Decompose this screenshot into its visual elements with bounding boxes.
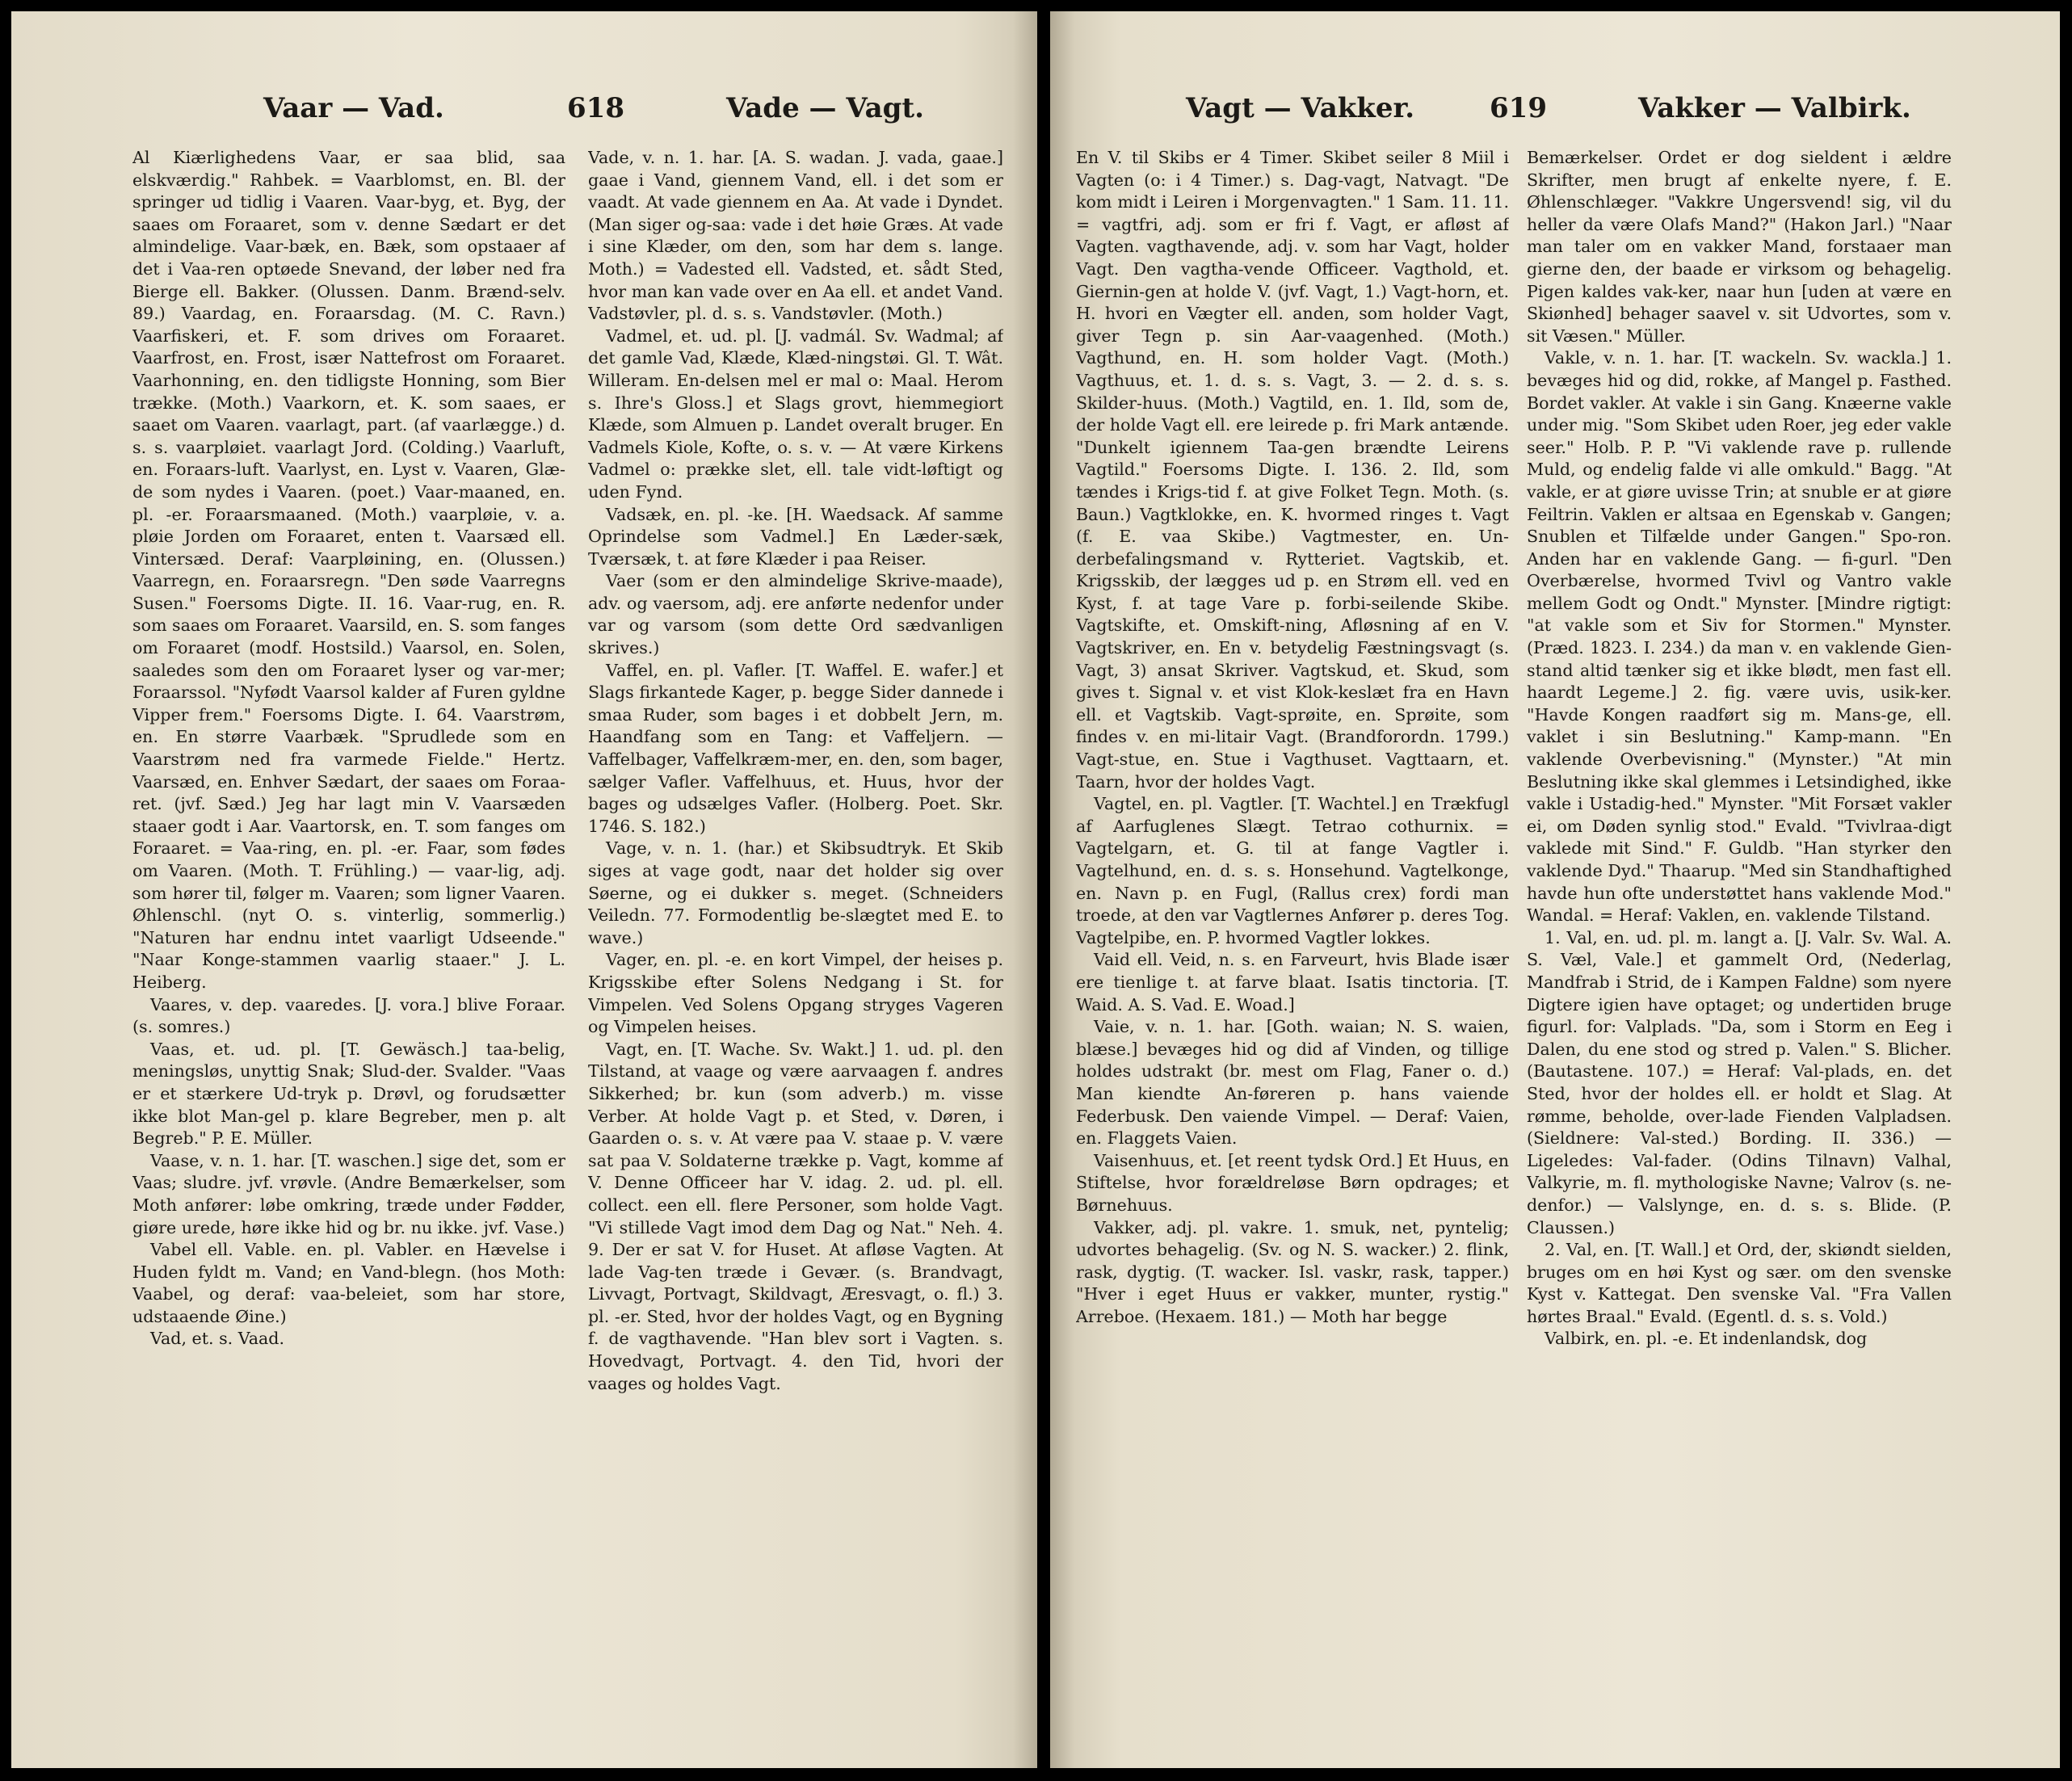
- dictionary-entry: Vagt, en. [T. Wache. Sv. Wakt.] 1. ud. pl. den Tilstand, at vaage og være aarvaagen f. andres Sikkerhed; br. kun (som adverb.) m. visse Verber. At holde Vagt p. et Sted, v. Døren, i Gaarden o. s. v. At være paa V. staae p. V. være sat paa V. Soldaterne trække p. Vagt, komme af V. Denne Officeer har V. idag. 2. ud. pl. ell. collect. een ell. flere Personer, som holde Vagt. "Vi stillede Vagt imod dem Dag og Nat." Neh. 4. 9. Der er sat V. for Huset. At afløse Vagten. At lade Vag-ten træde i Gevær. (s. Brandvagt, Livvagt, Portvagt, Skildvagt, Æresvagt, o. fl.) 3. pl. -er. Sted, hvor der holdes Vagt, og en Bygning f. de vagthavende. "Han blev sort i Vagten. s. Hovedvagt, Portvagt. 4. den Tid, hvori der vaages og holdes Vagt.: [588, 1039, 1003, 1393]
- header-left-catchword: Vaar — Vad.: [263, 92, 444, 124]
- header-right-catchword: Vade — Vagt.: [726, 92, 924, 124]
- dictionary-entry: 1. Val, en. ud. pl. m. langt a. [J. Valr. Sv. Wal. A. S. Væl, Vale.] et gammelt Ord, (Nederlag, Mandfrab i Strid, de i Kampen Faldne) som nyere Digtere igien have optaget; og undertiden bruge figurl. for: Valplads. "Da, som i Storm en Eeg i Dalen, du ene stod og stred p. Valen." S. Blicher. (Bautastene. 107.) = Heraf: Val-plads, en. det Sted, hvor der holdes ell. er holdt et Slag. At rømme, beholde, over-lade Fienden Valpladsen. (Sieldnere: Val-sted.) Bording. II. 336.) — Ligeledes: Val-fader. (Odins Tilnavn) Valhal, Valkyrie, m. fl. mythologiske Navne; Valrov (s. ne-denfor.) — Valslynge, en. d. s. s. Blide. (P. Claussen.): [1527, 927, 1952, 1237]
- dictionary-entry: Vad, et. s. Vaad.: [150, 1329, 285, 1349]
- dictionary-entry: 2. Val, en. [T. Wall.] et Ord, der, skiøndt sielden, bruges om en høi Kyst og sær. om den svenske Kyst v. Kattegat. Den svenske Val. "Fra Vallen hørtes Braal." Evald. (Egentl. d. s. s. Vold.): [1527, 1240, 1952, 1326]
- dictionary-entry: Al Kiærlighedens Vaar, er saa blid, saa elskværdig." Rahbek. = Vaarblomst, en. Bl. der springer ud tidlig i Vaaren. Vaar-byg, et. Byg, der saaes om Foraaret, som v. denne Sædart er det almindelige. Vaar-bæk, en. Bæk, som opstaaer af det i Vaa-ren optøede Snevand, der løber ned fra Bierge ell. Bakker. (Olussen. Danm. Brænd-selv. 89.) Vaardag, en. Foraarsdag. (M. C. Ravn.) Vaarfiskeri, et. F. som drives om Foraaret. Vaarfrost, en. Frost, især Nattefrost om Foraaret. Vaarhonning, en. den tidligste Honning, som Bier trække. (Moth.) Vaarkorn, et. K. som saaes, er saaet om Vaaren. vaarlagt, part. (af vaarlægge.) d. s. s. vaarpløiet. vaarlagt Jord. (Colding.) Vaarluft, en. Foraars-luft. Vaarlyst, en. Lyst v. Vaaren, Glæ-de som nydes i Vaaren. (poet.) Vaar-maaned, en. pl. -er. Foraarsmaaned. (Moth.) vaarpløie, v. a. pløie Jorden om Foraaret, enten t. Vaarsæd ell. Vintersæd. Deraf: Vaarpløining, en. (Olussen.) Vaarregn, en. Foraarsregn. "Den søde Vaarregns Susen." Foersoms Digte. II. 16. Vaar-rug, en. R. som saaes om Foraaret. Vaarsild, en. S. som fanges om Foraaret (modf. Hostsild.) Vaarsol, en. Solen, saaledes som den om Foraaret lyser og var-mer; Foraarssol. "Nyfødt Vaarsol kalder af Furen gyldne Vipper frem." Foersoms Digte. I. 64. Vaarstrøm, en. En større Vaarbæk. "Sprudlede som en Vaarstrøm ned fra varmede Fielde." Hertz. Vaarsæd, en. Enhver Sædart, der saaes om Foraa-ret. (jvf. Sæd.) Jeg har lagt min V. Vaarsæden staaer godt i Aar. Vaartorsk, en. T. som fanges om Foraaret. = Vaa-ring, en. pl. -er. Faar, som fødes om Vaaren. (Moth. T. Frühling.) — vaar-lig, adj. som hører til, følger m. Vaaren; som ligner Vaaren. Øhlenschl. (nyt O. s. vinterlig, sommerlig.) "Naturen har endnu intet vaarligt Udseende." "Naar Konge-stammen vaarlig staaer." J. L. Heiberg.: [132, 148, 565, 992]
- right-page-column-2: [1527, 147, 1952, 1730]
- dictionary-entry: Valbirk, en. pl. -e. Et indenlandsk, dog: [1545, 1329, 1868, 1349]
- dictionary-entry: Vager, en. pl. -e. en kort Vimpel, der heises p. Krigsskibe efter Solens Nedgang i St. for Vimpelen. Ved Solens Opgang stryges Vageren og Vimpelen heises.: [588, 950, 1003, 1037]
- dictionary-entry: Vaisenhuus, et. [et reent tydsk Ord.] Et Huus, en Stiftelse, hvor forældreløse Børn opdrages; et Børnehuus.: [1076, 1150, 1509, 1215]
- dictionary-entry: Vaas, et. ud. pl. [T. Gewäsch.] taa-belig, meningsløs, unyttig Snak; Slud-der. Svalder. "Vaas er et stærkere Ud-tryk p. Drøvl, og forudsætter ikke blot Man-gel p. klare Begreber, men p. alt Begreb." P. E. Müller.: [132, 1039, 565, 1149]
- left-page: [11, 11, 1037, 1768]
- dictionary-entry: Vakker, adj. pl. vakre. 1. smuk, net, pyntelig; udvortes behagelig. (Sv. og N. S. wacker.) 2. flink, rask, dygtig. (T. wacker. Isl. vaskr, rask, tapper.) "Hver i eget Huus er vakker, munter, rystig." Arreboe. (Hexaem. 181.) — Moth har begge: [1076, 1217, 1509, 1326]
- dictionary-entry: En V. til Skibs er 4 Timer. Skibet seiler 8 Miil i Vagten (o: i 4 Timer.) s. Dag-vagt, Natvagt. "De kom midt i Leiren i Morgenvagten." 1 Sam. 11. 11. = vagtfri, adj. som er fri f. Vagt, er afløst af Vagten. vagthavende, adj. v. som har Vagt, holder Vagt. Den vagtha-vende Officeer. Vagthold, et. Giernin-gen at holde V. (jvf. Vagt, 1.) Vagt-horn, et. H. hvori en Vægter ell. anden, som holder Vagt, giver Tegn p. sin Aar-vaagenhed. (Moth.) Vagthund, en. H. som holder Vagt. (Moth.) Vagthuus, et. 1. d. s. s. Vagt, 3. — 2. d. s. s. Skilder-huus. (Moth.) Vagtild, en. 1. Ild, som de, der holde Vagt ell. ere leirede p. fri Mark antænde. "Dunkelt igiennem Taa-gen brændte Leirens Vagtild." Foersoms Digte. I. 136. 2. Ild, som tændes i Krigs-tid f. at give Folket Tegn. Moth. (s. Baun.) Vagtklokke, en. K. hvormed ringes t. Vagt (f. E. vaa Skibe.) Vagtmester, en. Un-derbefalingsmand v. Rytteriet. Vagtskib, et. Krigsskib, der lægges ud p. en Strøm ell. ved en Kyst, f. at tage Vare p. forbi-seilende Skibe. Vagtskifte, et. Omskift-ning, Afløsning af en V. Vagtskriver, en. En v. betydelig Fæstningsvagt (s. Vagt, 3) ansat Skriver. Vagtskud, et. Skud, som gives t. Signal v. et vist Klok-keslæt fra en Havn ell. et Vagtskib. Vagt-sprøite, en. Sprøite, som findes v. en mi-litair Vagt. (Brandforordn. 1799.) Vagt-stue, en. Stue i Vagthuset. Vagttaarn, et. Taarn, hvor der holdes Vagt.: [1076, 148, 1509, 792]
- left-page-column-2: [588, 147, 1003, 1730]
- dictionary-entry: Vaffel, en. pl. Vafler. [T. Waffel. E. wafer.] et Slags firkantede Kager, p. begge Sider dannede i smaa Ruder, som bages i et dobbelt Jern, m. Haandfang som en Tang: et Vaffeljern. — Vaffelbager, Vaffelkræm-mer, en. den, som bager, sælger Vafler. Vaffelhuus, et. Huus, hvor der bages og udsælges Vafler. (Holberg. Poet. Skr. 1746. S. 182.): [588, 660, 1003, 836]
- dictionary-entry: Vadsæk, en. pl. -ke. [H. Waedsack. Af samme Oprindelse som Vadmel.] En Læder-sæk, Tværsæk, t. at føre Klæder i paa Reiser.: [588, 504, 1003, 569]
- gutter-shadow: [1013, 11, 1037, 1768]
- dictionary-entry: Vaase, v. n. 1. har. [T. waschen.] sige det, som er Vaas; sludre. jvf. vrøvle. (Andre Bemærkelser, som Moth anfører: løbe omkring, træde under Fødder, giøre urede, høre ikke hid og br. nu ikke. jvf. Vase.): [132, 1150, 565, 1237]
- header-left-catchword: Vagt — Vakker.: [1186, 92, 1415, 124]
- dictionary-entry: Vakle, v. n. 1. har. [T. wackeln. Sv. wackla.] 1. bevæges hid og did, rokke, af Mangel p. Fasthed. Bordet vakler. At vakle i sin Gang. Knæerne vakle under mig. "Som Skibet uden Roer, jeg eder vakle seer." Holb. P. P. "Vi vaklende rave p. rullende Muld, og endelig falde vi alle omkuld." Bagg. "At vakle, er at giøre uvisse Trin; at snuble er at giøre Feiltrin. Vaklen er altsaa en Egenskab v. Gangen; Snublen et Tilfælde under Gangen." Spo-ron. Anden har en vaklende Gang. — fi-gurl. "Den Overbærelse, hvormed Tvivl og Vantro vakle mellem Godt og Ondt." Mynster. [Mindre rigtigt: "at vakle som et Siv for Stormen." Mynster. (Præd. 1823. I. 234.) da man v. en vaklende Gien-stand altid tænker sig et ikke blødt, men fast ell. haardt Legeme.] 2. fig. være uvis, usik-ker. "Havde Kongen raadført sig m. Mans-ge, ell. vaklet i sin Beslutning." Kamp-mann. "En vaklende Overbevisning." (Mynster.) "At min Beslutning ikke skal glemmes i Letsindighed, ikke vakle i Ustadig-hed." Mynster. "Mit Forsæt vakler ei, om Døden synlig stod." Evald. "Tvivlraa-digt vaklede mit Sind." F. Guldb. "Han styrker den vaklende Dyd." Thaarup. "Med sin Standhaftighed havde hun ofte understøttet hans vaklende Mod." Wandal. = Heraf: Vaklen, en. vaklende Tilstand.: [1527, 348, 1952, 926]
- dictionary-entry: Vagtel, en. pl. Vagtler. [T. Wachtel.] en Trækfugl af Aarfuglenes Slægt. Tetrao cothurnix. = Vagtelgarn, et. G. til at fange Vagtler i. Vagtelhund, en. d. s. s. Honsehund. Vagtelkonge, en. Navn p. en Fugl, (Rallus crex) fordi man troede, at den var Vagtlernes Anfører p. deres Tog. Vagtelpibe, en. P. hvormed Vagtler lokkes.: [1076, 794, 1509, 947]
- header-right-catchword: Vakker — Valbirk.: [1638, 92, 1911, 124]
- left-page-column-1: [132, 147, 565, 1730]
- gutter-shadow: [1050, 11, 1074, 1768]
- dictionary-entry: Bemærkelser. Ordet er dog sieldent i ældre Skrifter, men brugt af enkelte nyere, f. E. Øhlenschlæger. "Vakkre Ungersvend! sig, vil du heller da være Olafs Mand?" (Hakon Jarl.) "Naar man taler om en vakker Mand, forstaaer man gierne den, der baade er virksom og behagelig. Pigen kaldes vak-ker, naar hun [uden at være en Skiønhed] behager saavel v. sit Udvortes, som v. sit Væsen." Müller.: [1527, 148, 1952, 346]
- left-page-header: [11, 92, 1037, 132]
- right-page: [1050, 11, 2060, 1768]
- dictionary-entry: Vaid ell. Veid, n. s. en Farveurt, hvis Blade især ere tienlige t. at farve blaat. Isatis tinctoria. [T. Waid. A. S. Vad. E. Woad.]: [1076, 950, 1509, 1014]
- dictionary-entry: Vaer (som er den almindelige Skrive-maade), adv. og vaersom, adj. ere anførte nedenfor under var og varsom (som dette Ord sædvanligen skrives.): [588, 571, 1003, 658]
- dictionary-entry: Vaie, v. n. 1. har. [Goth. waian; N. S. waien, blæse.] bevæges hid og did af Vinden, og tillige holdes udstrakt (br. mest om Flag, Faner o. d.) Man kiendte An-føreren p. hans vaiende Federbusk. Den vaiende Vimpel. — Deraf: Vaien, en. Flaggets Vaien.: [1076, 1017, 1509, 1149]
- page-number: 619: [1490, 92, 1547, 124]
- dictionary-entry: Vaares, v. dep. vaaredes. [J. vora.] blive Foraar. (s. somres.): [132, 994, 565, 1037]
- dictionary-entry: Vade, v. n. 1. har. [A. S. wadan. J. vada, gaae.] gaae i Vand, giennem Vand, ell. i det som er vaadt. At vade giennem en Aa. At vade i Dyndet. (Man siger og-saa: vade i det høie Græs. At vade i sine Klæder, om den, som har dem s. lange. Moth.) = Vadested ell. Vadsted, et. sådt Sted, hvor man kan vade over en Aa ell. et andet Vand. Vadstøvler, pl. d. s. s. Vandstøvler. (Moth.): [588, 148, 1003, 324]
- dictionary-entry: Vabel ell. Vable. en. pl. Vabler. en Hævelse i Huden fyldt m. Vand; en Vand-blegn. (hos Moth: Vaabel, og deraf: vaa-beleiet, som har store, udstaaende Øine.): [132, 1240, 565, 1326]
- right-page-header: [1050, 92, 2060, 132]
- right-page-column-1: [1076, 147, 1509, 1730]
- dictionary-entry: Vage, v. n. 1. (har.) et Skibsudtryk. Et Skib siges at vage godt, naar det holder sig over Søerne, og ei dukker s. meget. (Schneiders Veiledn. 77. Formodentlig be-slægtet med E. to wave.): [588, 838, 1003, 947]
- dictionary-entry: Vadmel, et. ud. pl. [J. vadmál. Sv. Wadmal; af det gamle Vad, Klæde, Klæd-ningstøi. Gl. T. Wât. Willeram. En-delsen mel er mal o: Maal. Herom s. Ihre's Gloss.] et Slags grovt, hiemmegiort Klæde, som Almuen p. Landet overalt bruger. En Vadmels Kiole, Kofte, o. s. v. — At være Kirkens Vadmel o: prække slet, ell. tale vidt-løftigt og uden Fynd.: [588, 326, 1003, 502]
- page-number: 618: [567, 92, 624, 124]
